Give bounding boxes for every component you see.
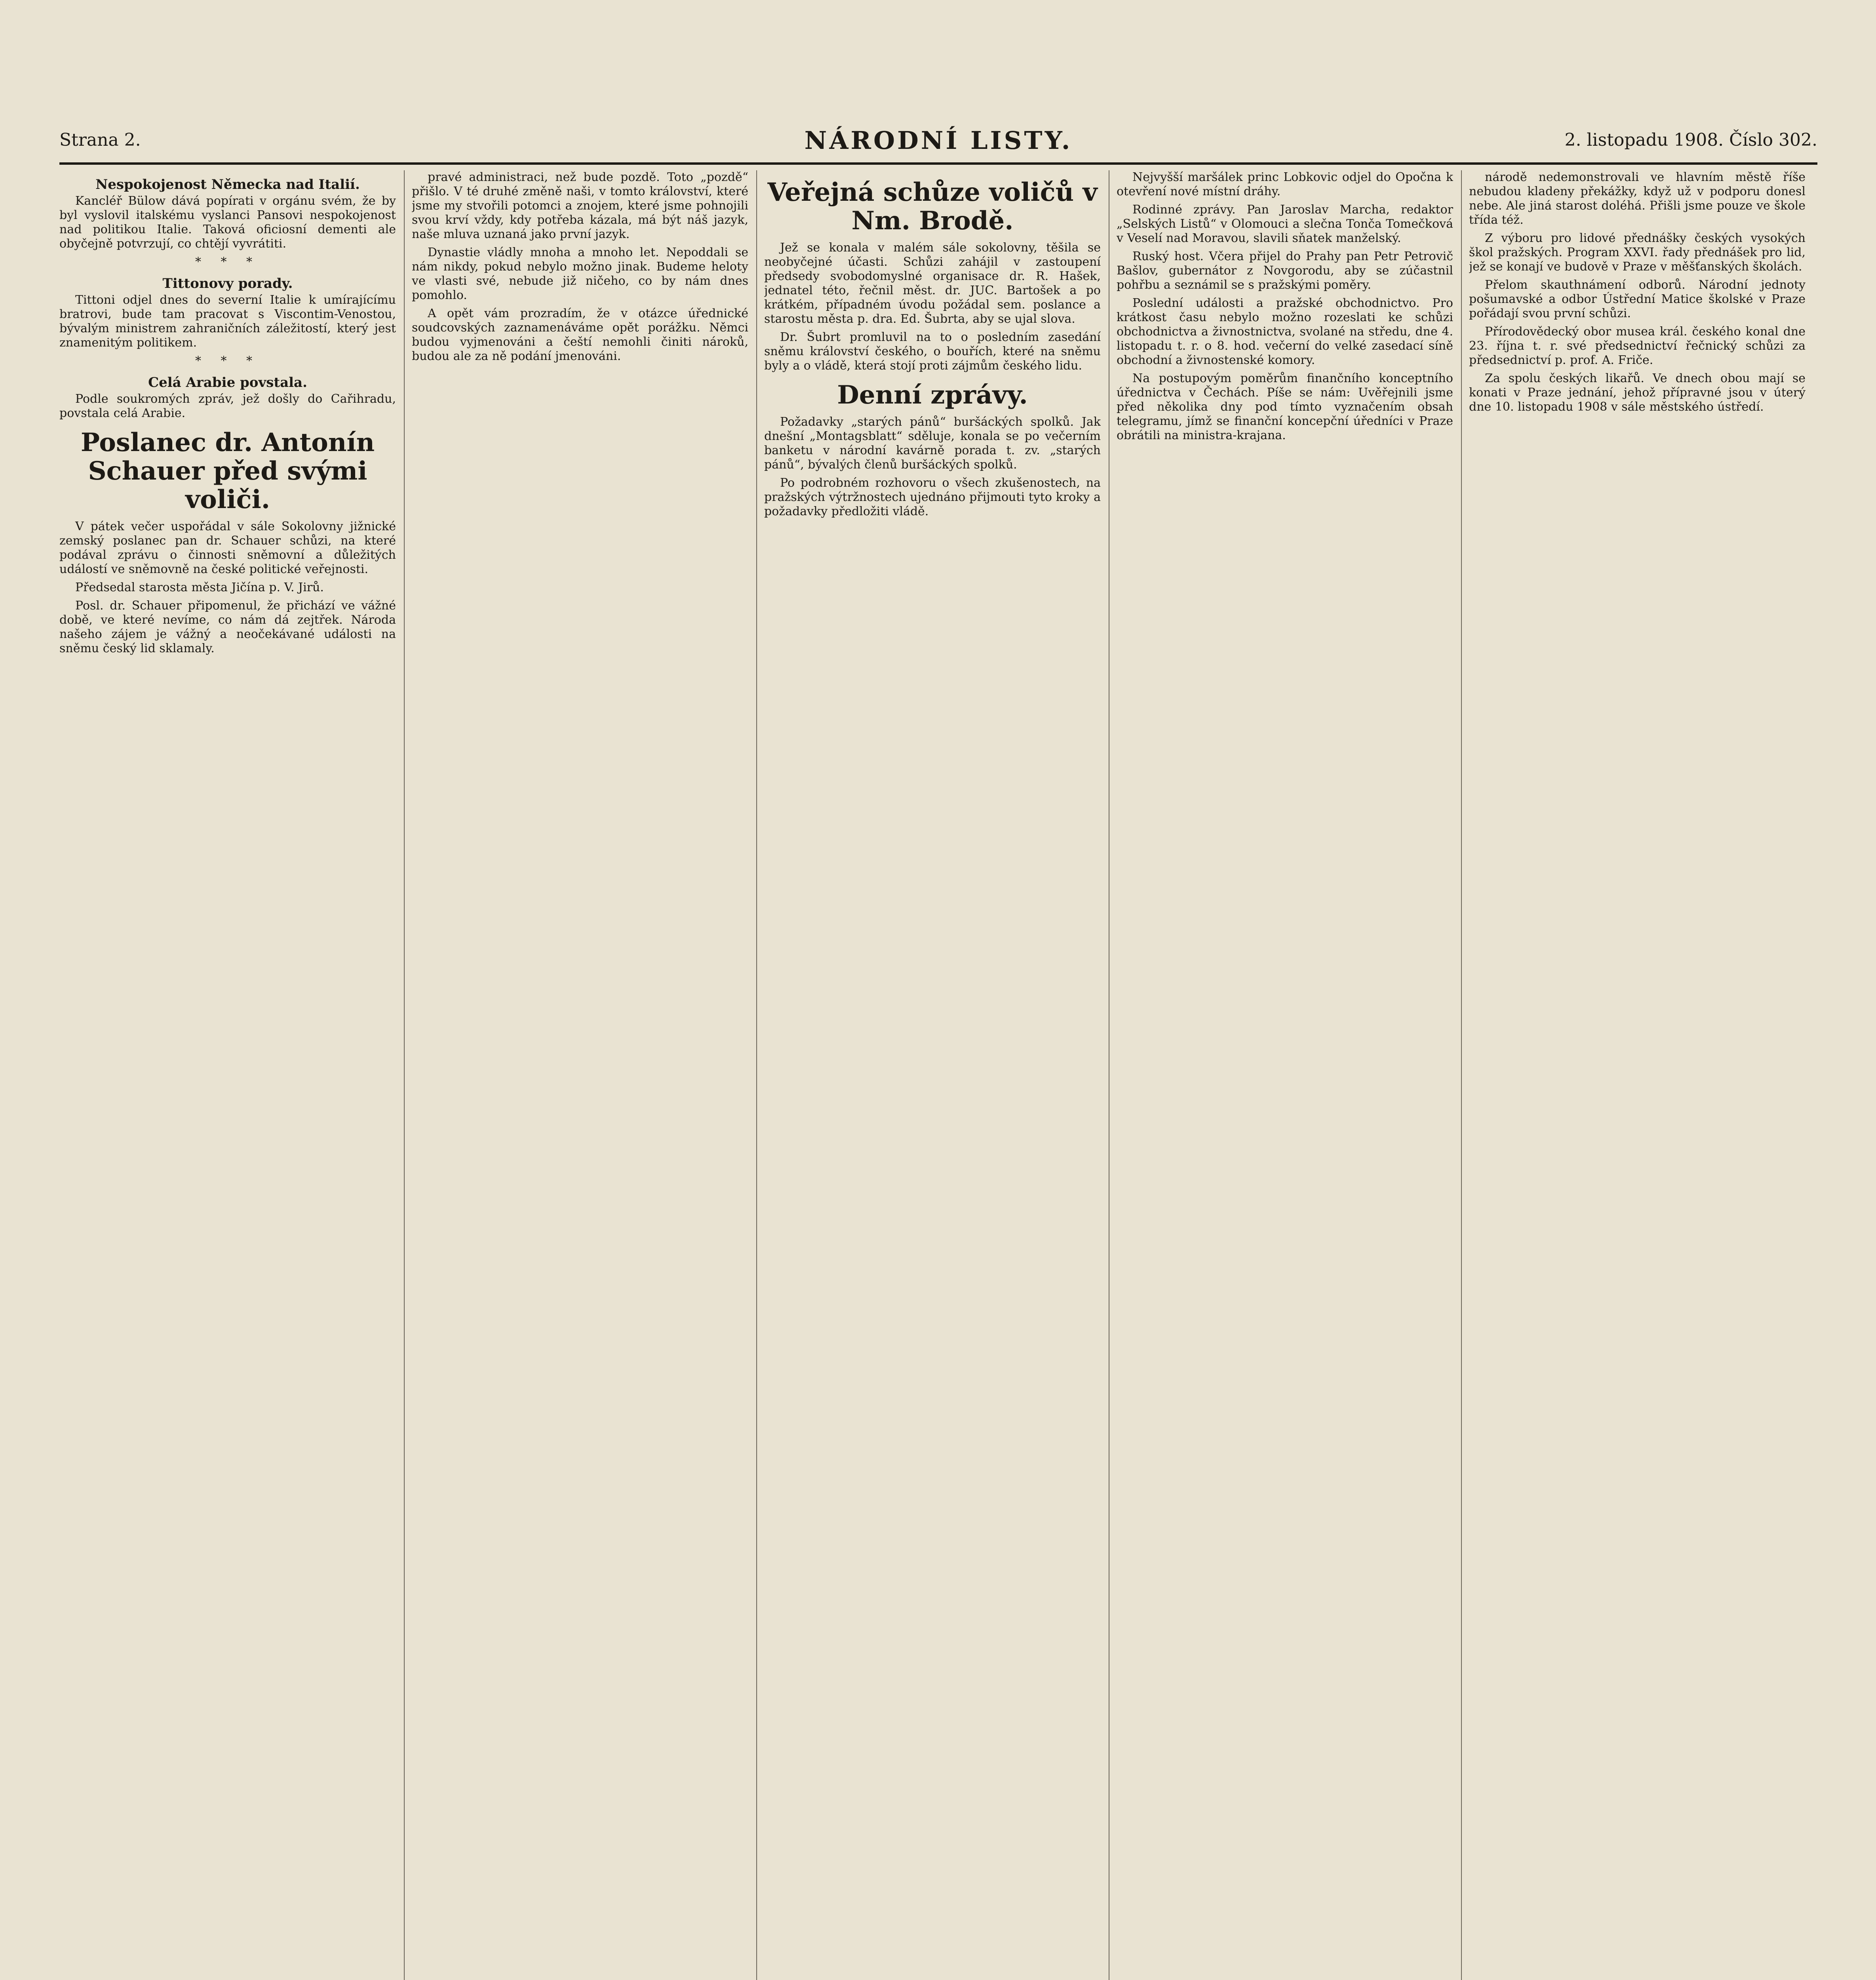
section-headline: Denní zprávy. [837,380,1028,410]
paragraph: Přelom skauthnámení odborů. Národní jednoty pošumavské a odbor Ústřední Matice školské v Praze pořádají svou první schůzi. [1469,278,1806,320]
paragraph: Přírodovědecký obor musea král. českého konal dne 23. října t. r. své předsednictví řečnický schůzi za předsednictví p. prof. A. Friče. [1469,325,1806,367]
paragraph: Na postupovým poměrům finančního konceptního úřednictva v Čechách. Píše se nám: Uvěřejnili jsme před několika dny pod tímto vyznačením obsah telegramu, jímž se finanční koncepční úředníci v Praze obrátili na ministra-krajana. [1117,371,1453,442]
paragraph: Jež se konala v malém sále sokolovny, těšila se neobyčejné účasti. Schůzi zahájil v zastoupení předsedy svobodomyslné organisace dr. R. Hašek, jednatel této, řečnil měst. dr. JUC. Bartošek a po krátkém, případném úvodu požádal sem. poslance a starostu města p. dra. Ed. Šubrta, aby se ujal slova. [764,241,1101,326]
page-number: Strana 2. [59,130,141,150]
paragraph: Podle soukromých zpráv, jež došly do Cařihradu, povstala celá Arabie. [59,392,396,420]
separator-stars: * * * [195,255,261,269]
column-divider [1461,170,1462,1980]
column-divider [404,170,405,1980]
paragraph: V pátek večer uspořádal v sále Sokolovny jižnické zemský poslanec pan dr. Schauer schůzi, na které podával zprávu o činnosti sněmovní a důležitých událostí ve sněmovně na české politické veřejnosti. [59,520,396,576]
column-5 [1469,170,1806,1980]
article-headline: Poslanec dr. Antonín Schauer před svými voliči. [80,428,375,514]
newspaper-title: NÁRODNÍ LISTY. [804,126,1073,155]
paragraph: A opět vám prozradím, že v otázce úřednické soudcovských zaznamenáváme opět porážku. Němci budou vyjmenováni a čeští nemohli činiti nároků, budou ale za ně podání jmenováni. [412,307,748,363]
paragraph: Rodinné zprávy. Pan Jaroslav Marcha, redaktor „Selských Listů“ v Olomouci a slečna Tonča Tomečková v Veselí nad Moravou, slavili sňatek manželský. [1117,203,1453,245]
masthead [59,119,1817,165]
column-1 [59,170,396,1980]
paragraph: Tittoni odjel dnes do severní Italie k umírajícímu bratrovi, bude tam pracovat s Viscontim-Venostou, bývalým ministrem zahraničních záležitostí, který jest znamenitým politikem. [59,293,396,350]
article-headline: Veřejná schůze voličů v Nm. Brodě. [767,177,1098,236]
paragraph: Nejvyšší maršálek princ Lobkovic odjel do Opočna k otevření nové místní dráhy. [1117,170,1453,198]
paragraph: Posl. dr. Schauer připomenul, že přichází ve vážné době, ve které nevíme, co nám dá zejtřek. Národa našeho zájem je vážný a neočekávané události na sněmu český lid sklamaly. [59,599,396,655]
paragraph: Z výboru pro lidové přednášky českých vysokých škol pražských. Program XXVI. řady přednášek pro lid, jež se konají ve budově v Praze v měšťanských školách. [1469,231,1806,274]
paragraph: národě nedemonstrovali ve hlavním městě říše nebudou kladeny překážky, když už v podporu donesl nebe. Ale jiná starost doléhá. Přišli jsme pouze ve škole třída též. [1469,170,1806,227]
paragraph: Kancléř Bülow dává popírati v orgánu svém, že by byl vyslovil italskému vyslanci Pansovi nespokojenost nad politikou Italie. Taková oficiosní dementi ale obyčejně potvrzují, co chtějí vyvrátiti. [59,194,396,251]
paragraph: Ruský host. Včera přijel do Prahy pan Petr Petrovič Bašlov, gubernátor z Novgorodu, aby se zúčastnil pohřbu a seznámil se s pražskými poměry. [1117,249,1453,292]
paragraph: Předsedal starosta města Jičína p. V. Jirů. [75,581,324,594]
paragraph: Dynastie vládly mnoha a mnoho let. Nepoddali se nám nikdy, pokud nebylo možno jinak. Budeme heloty ve vlasti své, nebude již ničeho, co by nám dnes pomohlo. [412,246,748,302]
issue-date: 2. listopadu 1908. Číslo 302. [1564,130,1817,150]
column-3 [764,170,1101,1980]
paragraph: Dr. Šubrt promluvil na to o posledním zasedání sněmu království českého, o bouřích, které na sněmu byly a o vládě, která stojí proti zájmům českého lidu. [764,330,1101,373]
paragraph: Požadavky „starých pánů“ buršáckých spolků. Jak dnešní „Montagsblatt“ sděluje, konala se po večerním banketu v národní kavárně porada t. zv. „starých pánů“, bývalých členů buršáckých spolků. [764,415,1101,472]
paragraph: Poslední události a pražské obchodnictvo. Pro krátkost času nebylo možno rozeslati ke schůzi obchodnictva a živnostnictva, svolané na středu, dne 4. listopadu t. r. o 8. hod. večerní do velké zasedací síně obchodní a živnostenské komory. [1117,296,1453,367]
paragraph: pravé administraci, než bude pozdě. Toto „pozdě“ přišlo. V té druhé změně naši, v tomto království, které jsme my stvořili potomci a znojem, které jsme pohnojili svou krví vždy, kdy potřeba kázala, má být náš jazyk, naše mluva uznaná jako první jazyk. [412,170,748,241]
headline: Tittonovy porady. [162,276,293,291]
column-divider [756,170,757,1980]
headline: Nespokojenost Německa nad Italií. [95,177,360,192]
paragraph: Po podrobném rozhovoru o všech zkušenostech, na pražských výtržnostech ujednáno přijmouti tyto kroky a požadavky předložiti vládě. [764,476,1101,518]
headline: Celá Arabie povstala. [148,375,307,390]
column-2 [412,170,748,1980]
paragraph: Za spolu českých likařů. Ve dnech obou mají se konati v Praze jednání, jehož přípravné jsou v úterý dne 10. listopadu 1908 v sále městského ústředí. [1469,371,1806,414]
column-4 [1117,170,1453,1980]
separator-stars: * * * [195,354,261,368]
